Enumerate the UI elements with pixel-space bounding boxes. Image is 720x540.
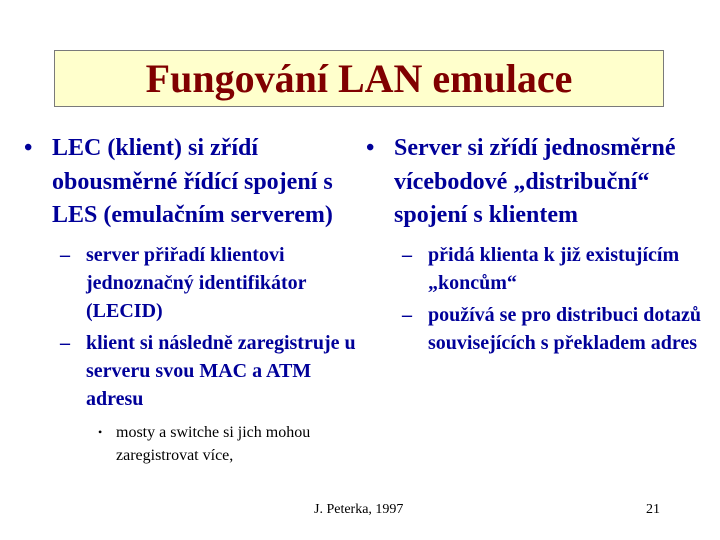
bullet-marker: • [24, 135, 33, 161]
right-sub-item-2 [366, 301, 706, 357]
slide-title: Fungování LAN emulace [145, 55, 573, 101]
title-box [54, 50, 664, 107]
small-bullet-marker: • [98, 424, 103, 439]
left-sub-text-1: server přiřadí klientovi jednoznačný identifikátor (LECID) [86, 243, 307, 322]
left-sub-sub-item [24, 421, 366, 467]
left-sub-item-2 [24, 329, 366, 413]
right-sub-text-2: používá se pro distribuci dotazů souvisejících s překladem adres [428, 303, 701, 354]
dash-marker: – [60, 243, 70, 266]
dash-marker: – [402, 243, 412, 266]
left-sub-sub-text: mosty a switche si jich mohou zaregistrovat více, [116, 423, 311, 464]
left-main-text: LEC (klient) si zřídí obousměrné řídící spojení s LES (emulačním serverem) [52, 135, 333, 228]
left-sub-item-1 [24, 241, 366, 325]
dash-marker: – [60, 331, 70, 354]
right-column [366, 132, 706, 357]
footer-author: J. Peterka, 1997 [314, 502, 404, 517]
left-sub-text-2: klient si následně zaregistruje u serveru svou MAC a ATM adresu [86, 331, 356, 410]
bullet-marker: • [366, 135, 375, 161]
page-number: 21 [646, 502, 660, 517]
left-column [24, 132, 366, 467]
right-sub-text-1: přidá klienta k již existujícím „koncům“ [428, 243, 680, 294]
right-main-bullet [366, 132, 706, 233]
right-sub-item-1 [366, 241, 706, 297]
right-main-text: Server si zřídí jednosměrné vícebodové „distribuční“ spojení s klientem [394, 135, 676, 228]
dash-marker: – [402, 303, 412, 326]
left-main-bullet [24, 132, 366, 233]
